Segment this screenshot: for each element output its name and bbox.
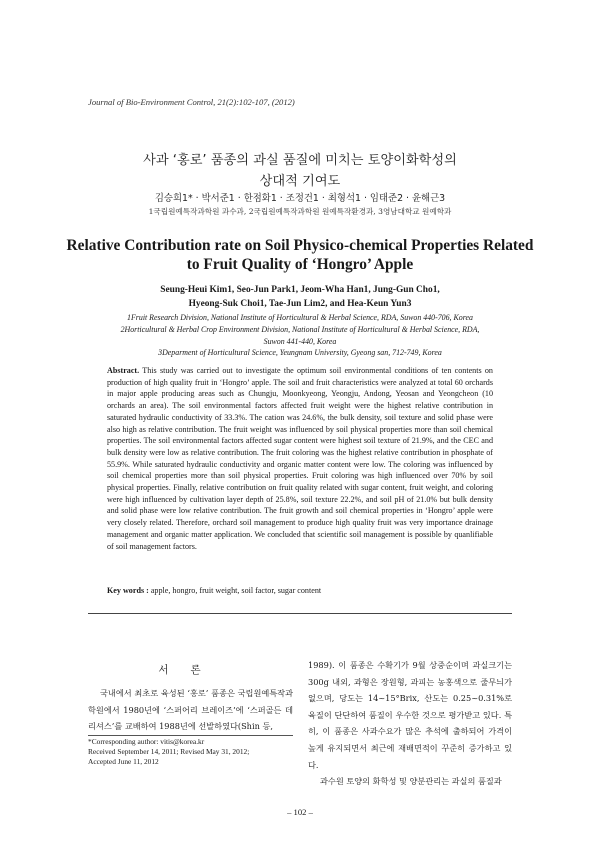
intro-paragraph-1-continued: 1989). 이 품종은 수확기가 9월 상중순이며 과실크기는 300g 내외, 과형은 장원형, 과피는 농홍색으로 줄무늬가 없으며, 당도는 14~15°Brix, 산도는 0.25~0.31%로 육질이 단단하여 품질이 우수한 것으로 평가받고 있다. 특히, 이 품종은 사과수요가 많은 추석에 출하되어 가격이 높게 유지되면서 최근에 재배면적이 꾸준히 증가하고 있다. (308, 660, 512, 770)
section-divider (88, 613, 512, 614)
journal-citation: Journal of Bio-Environment Control, 21(2):102-107, (2012) (88, 97, 295, 107)
intro-left-column (88, 685, 293, 735)
abstract (107, 365, 493, 552)
english-title-line-2: to Fruit Quality of ‘Hongro’ Apple (186, 256, 414, 273)
corresponding-author: *Corresponding author: vitis@korea.kr (88, 737, 205, 746)
keywords-text: apple, hongro, fruit weight, soil factor, sugar content (150, 586, 322, 595)
korean-title (0, 150, 600, 192)
english-title (0, 236, 600, 274)
affiliation-line-3: Suwon 441-440, Korea (263, 336, 337, 346)
english-affiliations (0, 312, 600, 359)
affiliation-line-1: 1Fruit Research Division, National Institute of Horticultural & Herbal Science, RDA, Suwon 440-706, Korea (127, 313, 473, 322)
korean-title-line-1: 사과 ‘홍로’ 품종의 과실 품질에 미치는 토양이화학성의 (143, 153, 457, 168)
english-authors-line-1: Seung-Heui Kim1, Seo-Jun Park1, Jeom-Wha Han1, Jung-Gun Cho1, (160, 285, 440, 295)
english-title-line-1: Relative Contribution rate on Soil Physico-chemical Properties Related (66, 237, 534, 254)
intro-right-column (308, 657, 512, 790)
affiliation-line-2: 2Horticultural & Herbal Crop Environment Division, National Institute of Horticultural & Herbal Science, RDA, (120, 324, 480, 334)
footnote (88, 737, 303, 767)
english-authors-line-2: Hyeong-Suk Choi1, Tae-Jun Lim2, and Hea-Keun Yun3 (188, 299, 412, 309)
english-authors (0, 283, 600, 311)
received-dates: Received September 14, 2011; Revised May 31, 2012; (88, 747, 250, 756)
keywords (107, 586, 321, 595)
korean-title-line-2: 상대적 기여도 (259, 174, 341, 189)
abstract-text: This study was carried out to investigate the optimum soil environmental conditions of ten contents on production of high quality fruit in ‘Hongro’ apple. The soil and fruit characteristics were analyzed at total 60 orchards in major apple producing areas such as Chungju, Moonkyeong, Yeongju, Andong, Yeosan and Yeongcheon (10 orchards an area). The soil environmental factors affected fruit weight were the highest relative contribution in saturated hydraulic conductivity of 33.3%. The cation was 24.6%, the bulk density, soil texture and solid phase were also high as relative contribution. The fruit weight was influenced by soil physical properties more than soil chemical properties. The soil environmental factors affected sugar content were highest soil texture of 21.9%, and the CEC and bulk density were low as relative contribution. The fruit coloring was the highest relative contribution in phosphate of 55.9%. While saturated hydraulic conductivity and organic matter content were low. The coloring was influenced by soil chemical properties more than soil physical properties. Fruit coloring was high influenced over 70% by soil physical properties. Finally, relative contribution on fruit quality related with sugar content, fruit weight, and coloring were high influenced by cultivation layer depth of 25.8%, soil texture 22.2%, and soil pH of 21.0% but bulk density and solid phase were low relative contribution. The fruit growth and soil chemical properties in ‘Hongro’ apple were very closely related. Therefore, orchard soil management to produce high quality fruit was very importance drainage management and organic matter application. We concluded that scientific soil management is possible by quanlifiable of soil management factors. (107, 366, 493, 551)
affiliation-line-4: 3Deparment of Horticultural Science, Yeungnam University, Gyeong san, 712-749, Korea (158, 348, 442, 358)
footnote-divider (88, 735, 293, 736)
accepted-date: Accepted June 11, 2012 (88, 757, 159, 766)
korean-affiliations: 1국립원예특작과학원 과수과, 2국립원예특작과학원 원예특작환경과, 3영남대학교 원예학과 (148, 207, 452, 216)
korean-authors: 김승희1* · 박서준1 · 한점화1 · 조정건1 · 최형석1 · 임태준2 · 윤해근3 (154, 193, 446, 204)
intro-paragraph-2: 과수원 토양의 화학성 및 양분관리는 과실의 품질과 (320, 776, 502, 787)
section-heading-introduction: 서론 (158, 664, 223, 676)
abstract-label: Abstract. (107, 366, 140, 375)
page-number: – 102 – (287, 807, 313, 817)
keywords-label: Key words : (107, 586, 149, 595)
intro-paragraph-1: 국내에서 최초로 육성된 ‘홍로’ 품종은 국립원예특작과학원에서 1980년에 ‘스퍼어리 브레이즈’에 ‘스퍼골든 데리셔스’를 교배하여 1988년에 선발하였다(Shin 등, (88, 688, 293, 732)
